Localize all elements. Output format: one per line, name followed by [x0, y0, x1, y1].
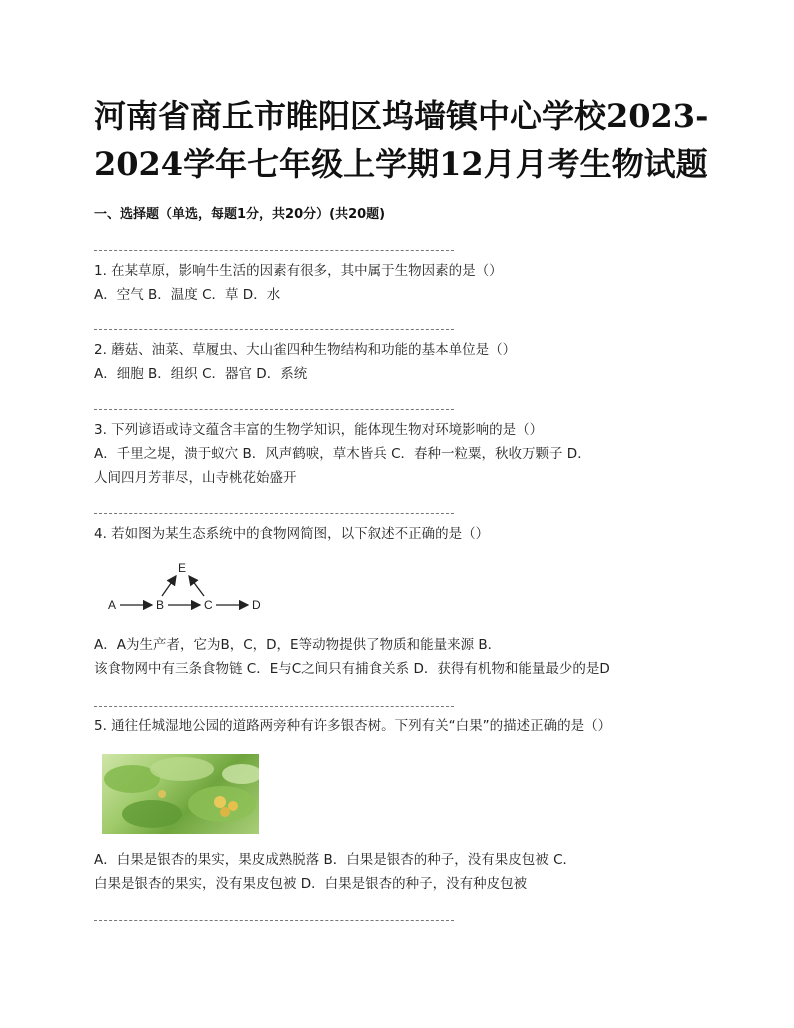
question-1: [94, 259, 694, 307]
separator: [94, 409, 454, 411]
question-5-options: [94, 848, 694, 896]
separator: [94, 329, 454, 331]
question-options-cont: 人间四月芳菲尽，山寺桃花始盛开: [94, 470, 297, 486]
title-line-1: 河南省商丘市睢阳区坞墙镇中心学校2023-: [94, 97, 709, 135]
node-label-c: C: [204, 598, 213, 612]
question-2: [94, 338, 694, 386]
question-4: [94, 522, 694, 546]
node-label-d: D: [252, 598, 261, 612]
question-5: [94, 714, 694, 738]
question-4-options: [94, 633, 694, 681]
question-stem: 5. 通往任城湿地公园的道路两旁种有许多银杏树。下列有关“白果”的描述正确的是（）: [94, 718, 612, 734]
food-web-diagram: [100, 556, 270, 626]
question-options: A．A为生产者，它为B，C，D，E等动物提供了物质和能量来源 B．: [94, 637, 502, 653]
question-options-cont: 白果是银杏的果实，没有果皮包被 D．白果是银杏的种子，没有种皮包被: [94, 876, 528, 892]
question-stem: 1. 在某草原，影响牛生活的因素有很多，其中属于生物因素的是（）: [94, 263, 503, 279]
question-options-cont: 该食物网中有三条食物链 C．E与C之间只有捕食关系 D．获得有机物和能量最少的是D: [94, 661, 610, 677]
question-options: A．细胞 B．组织 C．器官 D．系统: [94, 366, 308, 382]
separator: [94, 706, 454, 708]
page-title: [94, 92, 714, 188]
ginkgo-leaves-image: [102, 754, 259, 834]
question-stem: 2. 蘑菇、油菜、草履虫、大山雀四种生物结构和功能的基本单位是（）: [94, 342, 517, 358]
separator: [94, 250, 454, 252]
question-stem: 3. 下列谚语或诗文蕴含丰富的生物学知识，能体现生物对环境影响的是（）: [94, 422, 544, 438]
title-line-2: 2024学年七年级上学期12月月考生物试题: [94, 145, 708, 183]
node-label-e: E: [178, 561, 187, 575]
section-heading: 一、选择题（单选，每题1分，共20分）(共20题): [94, 207, 386, 222]
arrow-c-e: [189, 576, 204, 596]
separator: [94, 513, 454, 515]
node-label-a: A: [108, 598, 117, 612]
arrow-b-e: [162, 576, 176, 596]
node-label-b: B: [156, 598, 165, 612]
question-options: A．千里之堤，溃于蚁穴 B．风声鹤唳，草木皆兵 C．春种一粒粟，秋收万颗子 D．: [94, 446, 591, 462]
question-3: [94, 418, 694, 490]
question-stem: 4. 若如图为某生态系统中的食物网简图，以下叙述不正确的是（）: [94, 526, 490, 542]
ginkgo-photo: [102, 754, 259, 834]
separator: [94, 920, 454, 922]
question-options: A．白果是银杏的果实，果皮成熟脱落 B．白果是银杏的种子，没有果皮包被 C．: [94, 852, 577, 868]
question-options: A．空气 B．温度 C．草 D．水: [94, 287, 281, 303]
